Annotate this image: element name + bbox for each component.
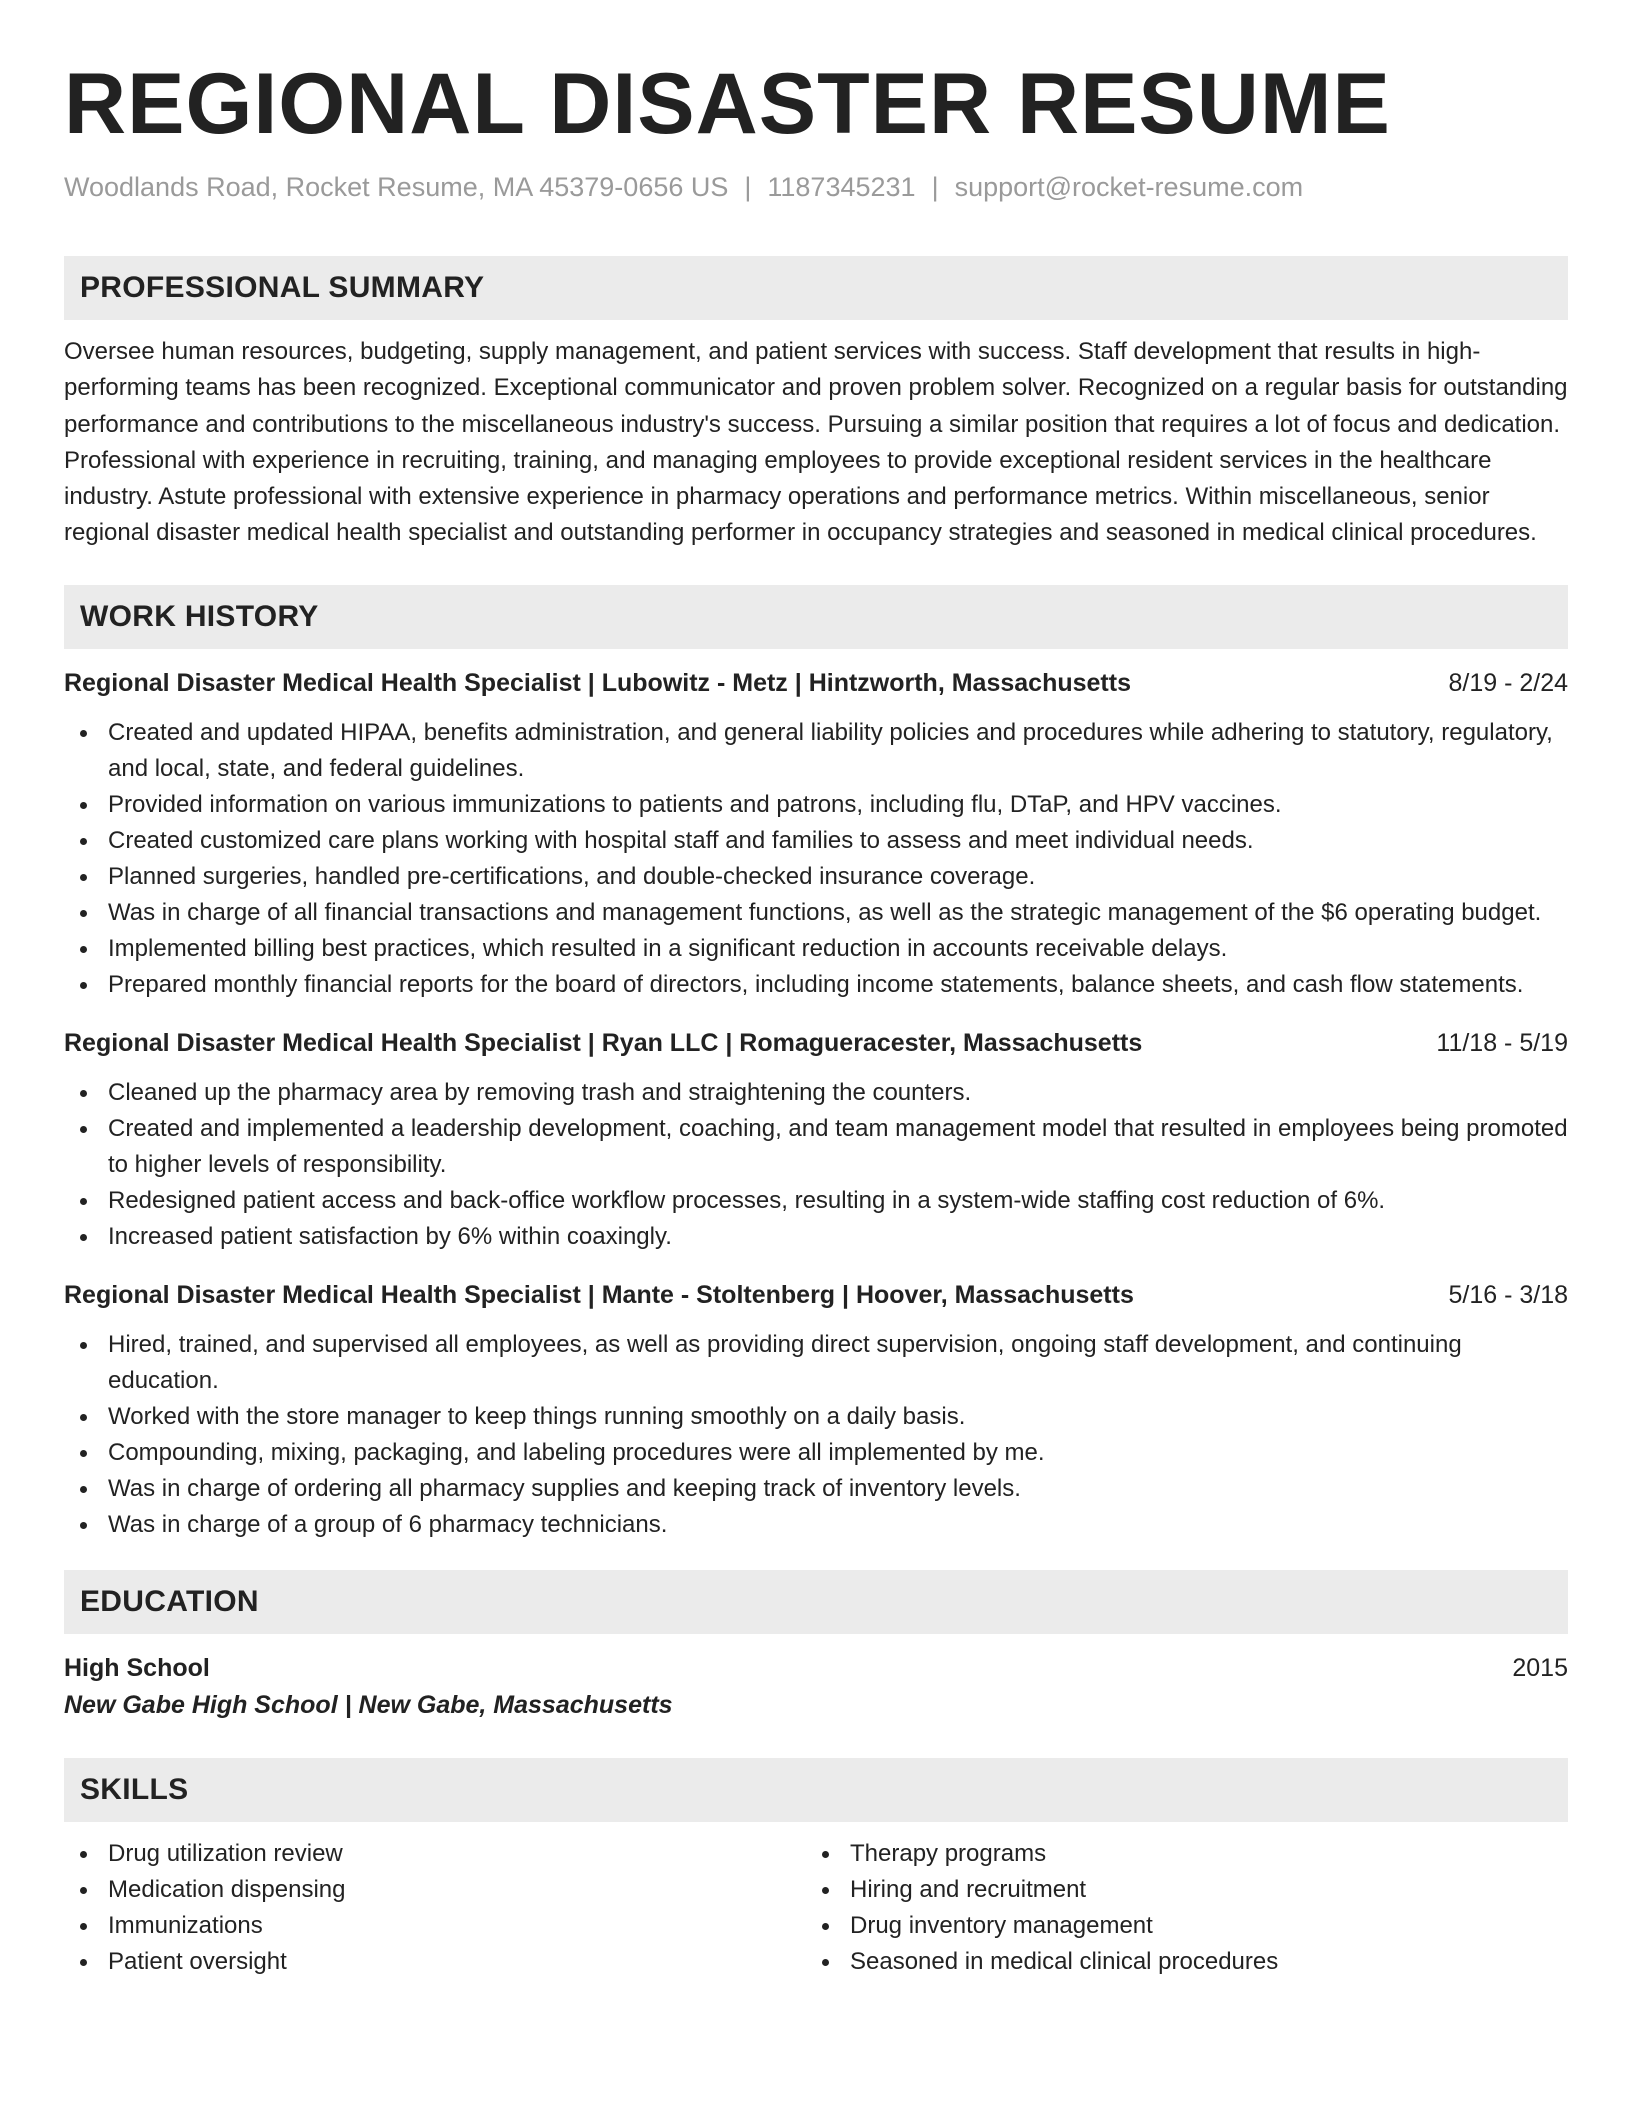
skill-item: Drug inventory management: [806, 1908, 1548, 1944]
job-bullet: Created and updated HIPAA, benefits administration, and general liability policies and procedures while adhering to statutory, regulatory, and local, state, and federal guidelines.: [64, 715, 1568, 787]
skill-item: Patient oversight: [64, 1944, 806, 1980]
job-bullets: [64, 1075, 1568, 1255]
job-bullet: Was in charge of all financial transactions and management functions, as well as the strategic management of the $6 operating budget.: [64, 895, 1568, 931]
job-bullet: Redesigned patient access and back-office workflow processes, resulting in a system-wide staffing cost reduction of 6%.: [64, 1183, 1568, 1219]
job-dates: 8/19 - 2/24: [1448, 668, 1568, 697]
resume-name: REGIONAL DISASTER RESUME: [64, 56, 1391, 152]
job-bullet: Implemented billing best practices, which resulted in a significant reduction in accounts receivable delays.: [64, 931, 1568, 967]
job-bullet: Compounding, mixing, packaging, and labeling procedures were all implemented by me.: [64, 1435, 1568, 1471]
contact-separator: |: [931, 172, 939, 202]
job-bullet: Worked with the store manager to keep things running smoothly on a daily basis.: [64, 1399, 1568, 1435]
skills-grid: [64, 1836, 1568, 1980]
job-title: Regional Disaster Medical Health Specialist | Lubowitz - Metz | Hintzworth, Massachusetts: [64, 668, 1131, 697]
skills-column-left: [64, 1836, 806, 1980]
job-dates: 11/18 - 5/19: [1436, 1028, 1568, 1057]
job-bullets: [64, 1327, 1568, 1543]
skills-list: [806, 1836, 1548, 1980]
job-header: [64, 665, 1568, 701]
education-school: New Gabe High School | New Gabe, Massachusetts: [64, 1690, 673, 1719]
job-bullet: Created customized care plans working with hospital staff and families to assess and meet individual needs.: [64, 823, 1568, 859]
job-bullet: Cleaned up the pharmacy area by removing trash and straightening the counters.: [64, 1075, 1568, 1111]
job-header: [64, 1025, 1568, 1061]
skill-item: Immunizations: [64, 1908, 806, 1944]
contact-address: Woodlands Road, Rocket Resume, MA 45379-0656 US: [64, 172, 729, 202]
job-title: Regional Disaster Medical Health Specialist | Ryan LLC | Romagueracester, Massachusetts: [64, 1028, 1143, 1057]
job-entry: [64, 1277, 1568, 1543]
job-bullet: Hired, trained, and supervised all employees, as well as providing direct supervision, ongoing staff development, and continuing education.: [64, 1327, 1568, 1399]
summary-text: Oversee human resources, budgeting, supply management, and patient services with success. Staff development that results in high-performing teams has been recognized. Exceptional communicator and proven problem solver. Recognized on a regular basis for outstanding performance and contributions to the miscellaneous industry's success. Pursuing a similar position that requires a lot of focus and dedication. Professional with experience in recruiting, training, and managing employees to provide exceptional resident services in the healthcare industry. Astute professional with extensive experience in pharmacy operations and performance metrics. Within miscellaneous, senior regional disaster medical health specialist and outstanding performer in occupancy strategies and seasoned in medical clinical procedures.: [64, 338, 1568, 547]
job-header: [64, 1277, 1568, 1313]
section-heading-summary: PROFESSIONAL SUMMARY: [64, 256, 1568, 320]
skill-item: Drug utilization review: [64, 1836, 806, 1872]
job-bullet: Was in charge of a group of 6 pharmacy technicians.: [64, 1507, 1568, 1543]
job-bullet: Prepared monthly financial reports for the board of directors, including income statements, balance sheets, and cash flow statements.: [64, 967, 1568, 1003]
job-bullet: Increased patient satisfaction by 6% within coaxingly.: [64, 1219, 1568, 1255]
section-heading-skills: SKILLS: [64, 1758, 1568, 1822]
job-bullet: Planned surgeries, handled pre-certifications, and double-checked insurance coverage.: [64, 859, 1568, 895]
skill-item: Therapy programs: [806, 1836, 1548, 1872]
job-title: Regional Disaster Medical Health Specialist | Mante - Stoltenberg | Hoover, Massachusetts: [64, 1280, 1134, 1309]
job-bullet: Provided information on various immunizations to patients and patrons, including flu, DTaP, and HPV vaccines.: [64, 787, 1568, 823]
job-entry: [64, 665, 1568, 1003]
skills-column-right: [806, 1836, 1548, 1980]
education-degree: High School: [64, 1653, 210, 1682]
job-dates: 5/16 - 3/18: [1448, 1280, 1568, 1309]
skill-item: Seasoned in medical clinical procedures: [806, 1944, 1548, 1980]
education-header: [64, 1650, 1568, 1686]
job-bullet: Was in charge of ordering all pharmacy supplies and keeping track of inventory levels.: [64, 1471, 1568, 1507]
job-bullet: Created and implemented a leadership development, coaching, and team management model that resulted in employees being promoted to higher levels of responsibility.: [64, 1111, 1568, 1183]
contact-phone: 1187345231: [767, 172, 916, 202]
job-entry: [64, 1025, 1568, 1255]
section-heading-education: EDUCATION: [64, 1570, 1568, 1634]
section-heading-work-history: WORK HISTORY: [64, 585, 1568, 649]
job-bullets: [64, 715, 1568, 1003]
education-year: 2015: [1512, 1653, 1568, 1682]
resume-page: [64, 58, 1568, 1980]
contact-line: [64, 170, 1568, 204]
skills-list: [64, 1836, 806, 1980]
contact-email: support@rocket-resume.com: [954, 172, 1304, 202]
contact-separator: |: [744, 172, 752, 202]
skill-item: Hiring and recruitment: [806, 1872, 1548, 1908]
skill-item: Medication dispensing: [64, 1872, 806, 1908]
